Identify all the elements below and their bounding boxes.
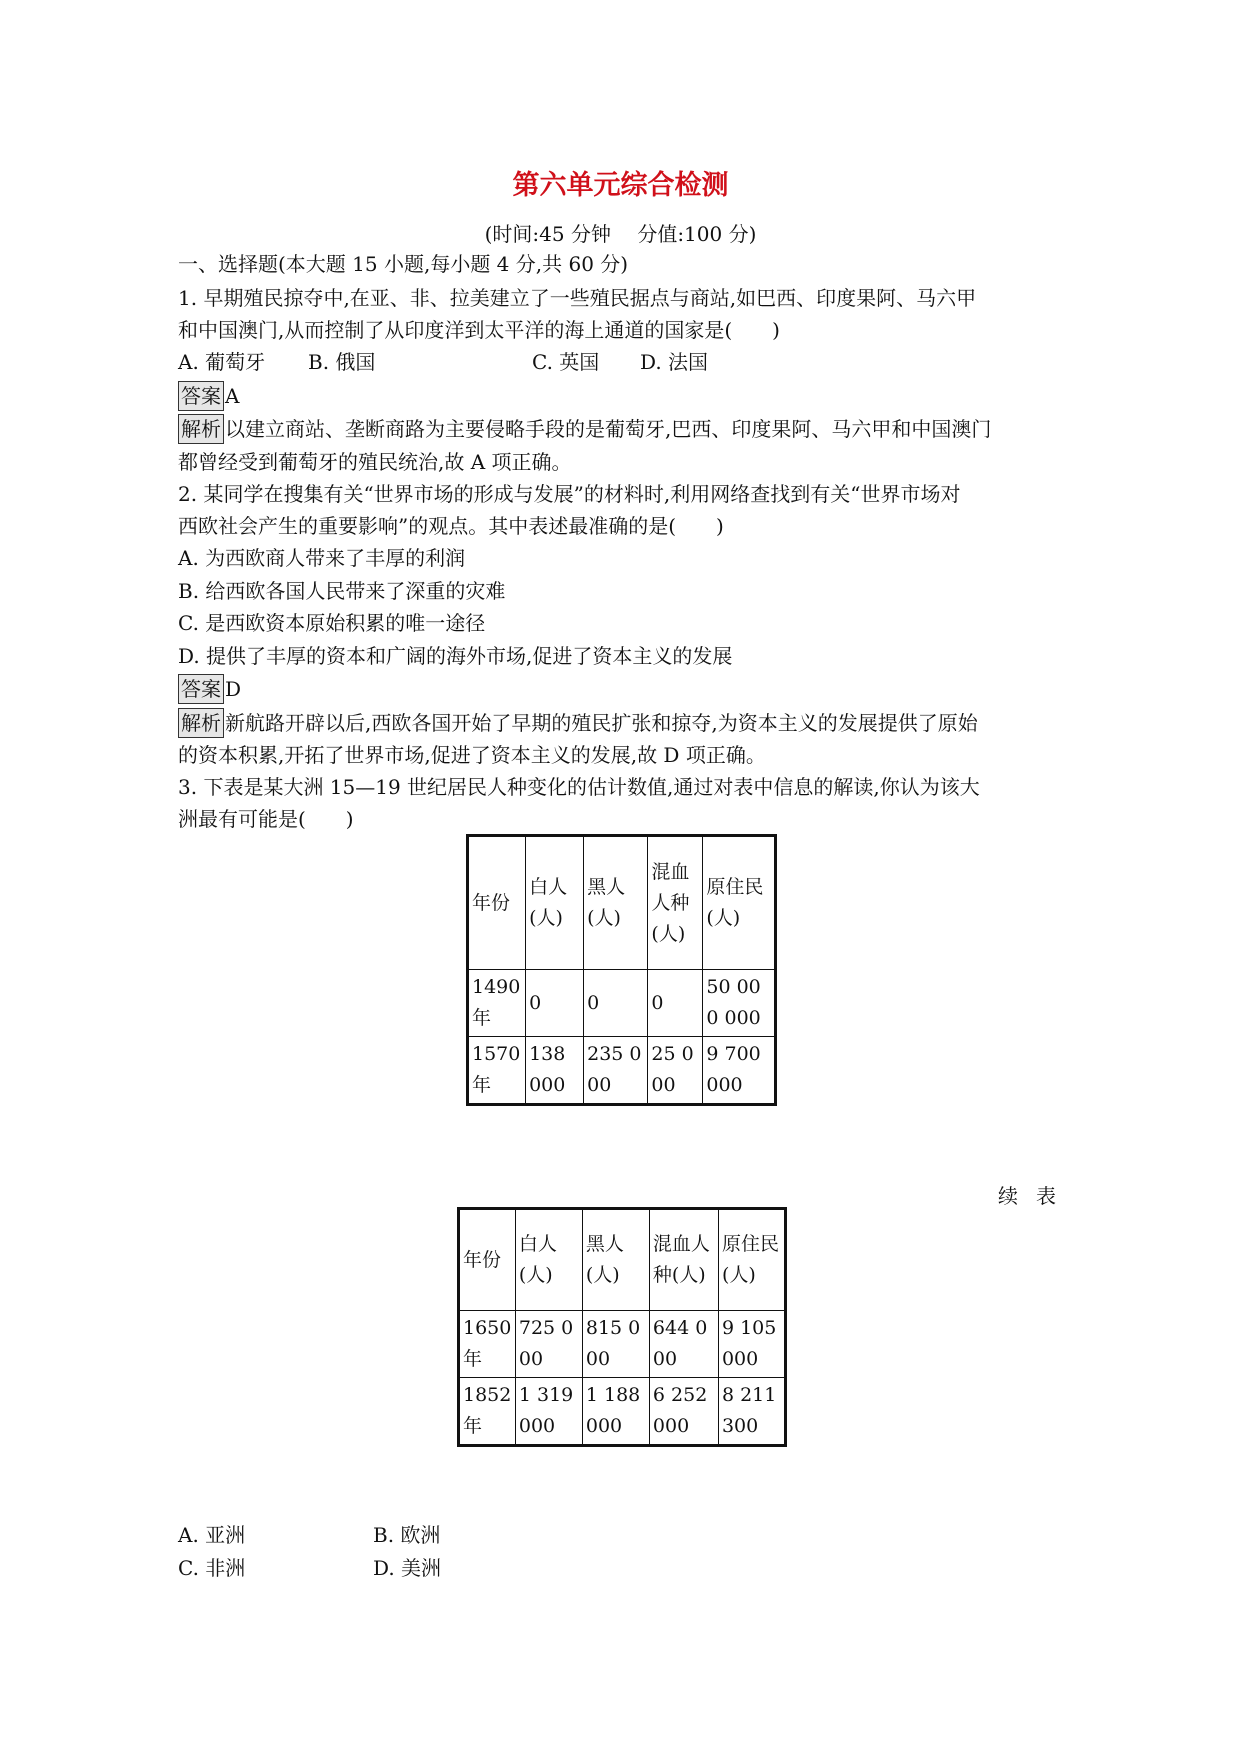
q2-analysis-text-1: 新航路开辟以后,西欧各国开始了早期的殖民扩张和掠夺,为资本主义的发展提供了原始 xyxy=(225,711,978,735)
q1-stem-line-2: 和中国澳门,从而控制了从印度洋到太平洋的海上通道的国家是( ) xyxy=(178,318,780,342)
table-cell: 9 105 000 xyxy=(718,1311,785,1378)
q2-stem-line-1: 2. 某同学在搜集有关“世界市场的形成与发展”的材料时,利用网络查找到有关“世界市场对 xyxy=(178,482,961,506)
table-cell: 1490 年 xyxy=(468,970,526,1037)
q3-option-a: A. 亚洲 xyxy=(178,1523,246,1547)
answer-label: 答案 xyxy=(178,381,224,411)
q1-analysis-line-1 xyxy=(178,413,991,445)
table-row xyxy=(459,1378,786,1446)
q2-option-b: B. 给西欧各国人民带来了深重的灾难 xyxy=(178,579,506,603)
q3-stem-line-1: 3. 下表是某大洲 15—19 世纪居民人种变化的估计数值,通过对表中信息的解读,你认为该大 xyxy=(178,775,980,799)
table-header-cell: 黑人(人) xyxy=(584,836,648,970)
q2-option-c: C. 是西欧资本原始积累的唯一途径 xyxy=(178,611,486,635)
table-cell: 815 000 xyxy=(582,1311,649,1378)
q3-stem-line-2: 洲最有可能是( ) xyxy=(178,807,354,831)
table-header-cell: 白人(人) xyxy=(526,836,584,970)
table-header-cell: 原住民(人) xyxy=(718,1209,785,1311)
table-cell: 25 000 xyxy=(648,1037,703,1105)
table-cell: 50 000 000 xyxy=(703,970,776,1037)
q2-option-d: D. 提供了丰厚的资本和广阔的海外市场,促进了资本主义的发展 xyxy=(178,644,733,668)
q1-answer xyxy=(178,380,239,412)
q1-answer-value: A xyxy=(225,384,240,408)
table-cell: 644 000 xyxy=(649,1311,718,1378)
q2-stem-line-2: 西欧社会产生的重要影响”的观点。其中表述最准确的是( ) xyxy=(178,514,724,538)
q1-stem-line-1: 1. 早期殖民掠夺中,在亚、非、拉美建立了一些殖民据点与商站,如巴西、印度果阿、马六甲 xyxy=(178,286,977,310)
table-cell: 9 700 000 xyxy=(703,1037,776,1105)
table-header-row xyxy=(459,1209,786,1311)
table-cell: 725 000 xyxy=(515,1311,582,1378)
q2-analysis-line-1 xyxy=(178,707,978,739)
table-cell: 0 xyxy=(526,970,584,1037)
q2-answer xyxy=(178,673,241,705)
table-header-cell: 混血人种(人) xyxy=(649,1209,718,1311)
population-table-1 xyxy=(466,834,777,1106)
table-header-row xyxy=(468,836,776,970)
table-header-cell: 年份 xyxy=(468,836,526,970)
q3-option-b: B. 欧洲 xyxy=(373,1523,441,1547)
table-cell: 1650 年 xyxy=(459,1311,516,1378)
table-cell: 0 xyxy=(648,970,703,1037)
q1-analysis-text-1: 以建立商站、垄断商路为主要侵略手段的是葡萄牙,巴西、印度果阿、马六甲和中国澳门 xyxy=(225,417,992,441)
population-table-2 xyxy=(457,1207,787,1447)
table-cell: 0 xyxy=(584,970,648,1037)
exam-time-and-score: (时间:45 分钟 分值:100 分) xyxy=(484,222,757,246)
table-cell: 1570 年 xyxy=(468,1037,526,1105)
section-heading: 一、选择题(本大题 15 小题,每小题 4 分,共 60 分) xyxy=(178,252,629,276)
q1-option-a: A. 葡萄牙 xyxy=(178,350,266,374)
table-header-cell: 混血人种(人) xyxy=(648,836,703,970)
q3-option-c: C. 非洲 xyxy=(178,1556,246,1580)
table-cell: 1 319 000 xyxy=(515,1378,582,1446)
answer-label: 答案 xyxy=(178,674,224,704)
q2-analysis-line-2: 的资本积累,开拓了世界市场,促进了资本主义的发展,故 D 项正确。 xyxy=(178,743,766,767)
table-row xyxy=(459,1311,786,1378)
table-cell: 235 000 xyxy=(584,1037,648,1105)
table-row xyxy=(468,1037,776,1105)
q3-option-d: D. 美洲 xyxy=(373,1556,442,1580)
table-row xyxy=(468,970,776,1037)
table-cell: 8 211 300 xyxy=(718,1378,785,1446)
table-cell: 6 252 000 xyxy=(649,1378,718,1446)
table-continued-label: 续表 xyxy=(998,1184,1074,1208)
page-title: 第六单元综合检测 xyxy=(512,170,729,201)
table-cell: 138 000 xyxy=(526,1037,584,1105)
q1-option-c: C. 英国 xyxy=(532,350,600,374)
q1-option-b: B. 俄国 xyxy=(308,350,376,374)
q2-answer-value: D xyxy=(225,677,242,701)
table-header-cell: 年份 xyxy=(459,1209,516,1311)
analysis-label: 解析 xyxy=(178,708,224,738)
table-cell: 1852 年 xyxy=(459,1378,516,1446)
table-cell: 1 188 000 xyxy=(582,1378,649,1446)
q1-analysis-line-2: 都曾经受到葡萄牙的殖民统治,故 A 项正确。 xyxy=(178,450,572,474)
q1-option-d: D. 法国 xyxy=(640,350,709,374)
analysis-label: 解析 xyxy=(178,414,224,444)
table-header-cell: 原住民(人) xyxy=(703,836,776,970)
table-header-cell: 白人(人) xyxy=(515,1209,582,1311)
q2-option-a: A. 为西欧商人带来了丰厚的利润 xyxy=(178,546,466,570)
table-header-cell: 黑人(人) xyxy=(582,1209,649,1311)
